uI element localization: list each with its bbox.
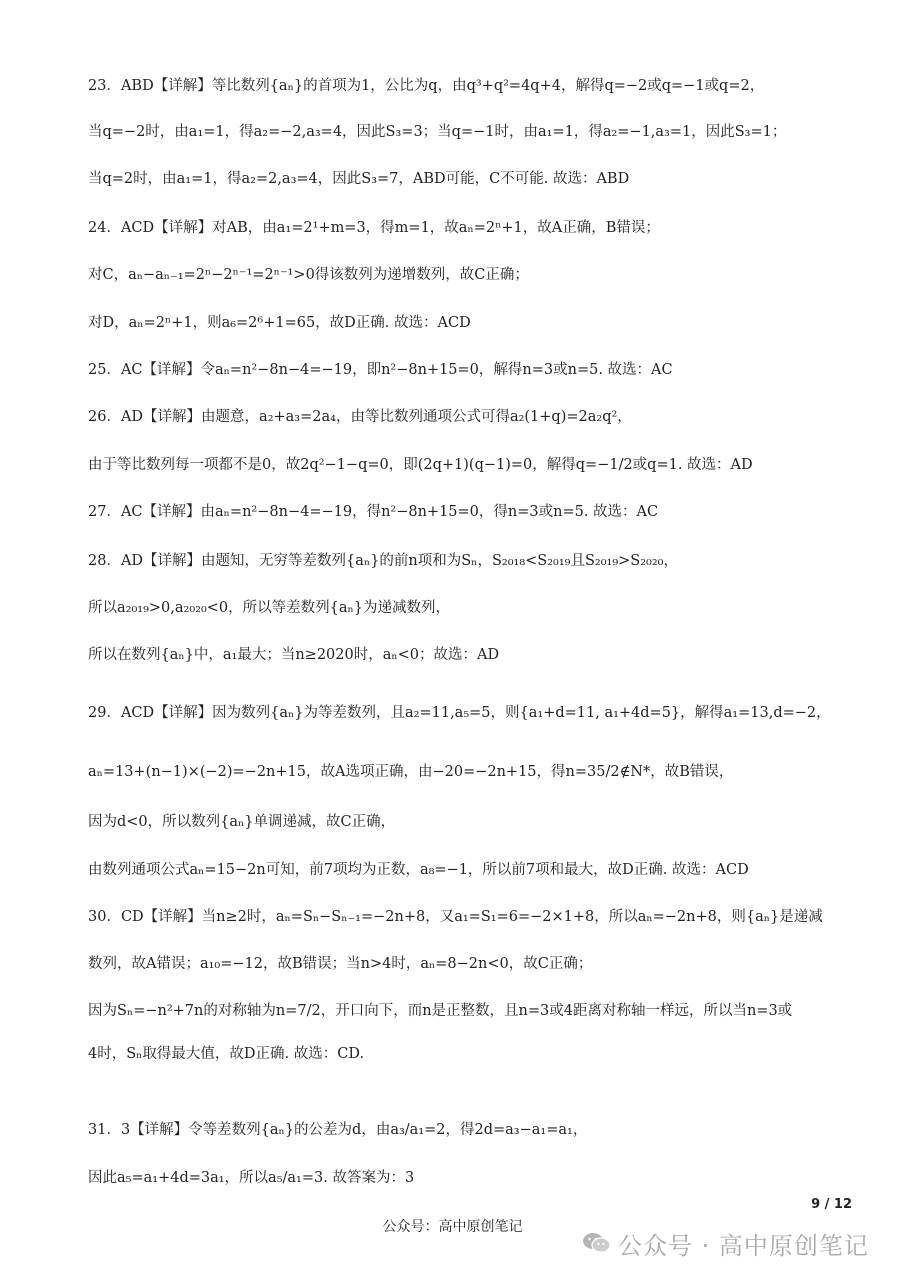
solution-26-line-2: 由于等比数列每一项都不是0，故2q²−1−q=0，即(2q+1)(q−1)=0，解得q=−1/2或q=1. 故选：AD bbox=[88, 457, 753, 473]
solution-23-line-1: 23．ABD【详解】等比数列{aₙ}的首项为1，公比为q，由q³+q²=4q+4，解得q=−2或q=−1或q=2， bbox=[88, 78, 765, 94]
solution-23-line-3: 当q=2时，由a₁=1，得a₂=2,a₃=4，因此S₃=7，ABD可能，C不可能. 故选：ABD bbox=[88, 171, 630, 187]
solution-30-line-4: 4时，Sₙ取得最大值，故D正确. 故选：CD. bbox=[88, 1046, 365, 1062]
solution-28-line-1: 28．AD【详解】由题知，无穷等差数列{aₙ}的前n项和为Sₙ，S₂₀₁₈<S₂₀₁₉且S₂₀₁₉>S₂₀₂₀， bbox=[88, 553, 678, 569]
solution-28-line-3: 所以在数列{aₙ}中，a₁最大；当n≥2020时，aₙ<0；故选：AD bbox=[88, 647, 500, 663]
solution-30-line-3: 因为Sₙ=−n²+7n的对称轴为n=7/2，开口向下，而n是正整数，且n=3或4距离对称轴一样远，所以当n=3或 bbox=[88, 1003, 793, 1019]
watermark bbox=[582, 1225, 869, 1261]
solution-28-line-2: 所以a₂₀₁₉>0,a₂₀₂₀<0，所以等差数列{aₙ}为递减数列， bbox=[88, 600, 451, 616]
solution-26-line-1: 26．AD【详解】由题意，a₂+a₃=2a₄，由等比数列通项公式可得a₂(1+q)=2a₂q²， bbox=[88, 409, 632, 425]
watermark-text: 公众号 · 高中原创笔记 bbox=[618, 1231, 869, 1260]
solution-24-line-1: 24．ACD【详解】对AB，由a₁=2¹+m=3，得m=1，故aₙ=2ⁿ+1，故A正确，B错误； bbox=[88, 220, 660, 236]
solution-27-line-1: 27．AC【详解】由aₙ=n²−8n−4=−19，得n²−8n+15=0，得n=3或n=5. 故选：AC bbox=[88, 504, 659, 520]
solution-29-line-2: aₙ=13+(n−1)×(−2)=−2n+15，故A选项正确，由−20=−2n+15，得n=35/2∉N*，故B错误， bbox=[88, 764, 734, 780]
solution-31-line-2: 因此a₅=a₁+4d=3a₁，所以a₅/a₁=3. 故答案为：3 bbox=[88, 1170, 415, 1186]
solution-24-line-2: 对C，aₙ−aₙ₋₁=2ⁿ−2ⁿ⁻¹=2ⁿ⁻¹>0得该数列为递增数列，故C正确； bbox=[88, 267, 529, 283]
solution-23-line-2: 当q=−2时，由a₁=1，得a₂=−2,a₃=4，因此S₃=3；当q=−1时，由a₁=1，得a₂=−1,a₃=1，因此S₃=1； bbox=[88, 124, 787, 140]
footer-text: 公众号：高中原创笔记 bbox=[382, 1219, 523, 1235]
page-number: 9 / 12 bbox=[811, 1197, 852, 1212]
solution-25-line-1: 25．AC【详解】令aₙ=n²−8n−4=−19，即n²−8n+15=0，解得n=3或n=5. 故选：AC bbox=[88, 362, 673, 378]
solution-29-line-3: 因为d<0，所以数列{aₙ}单调递减，故C正确， bbox=[88, 814, 396, 830]
solution-24-line-3: 对D，aₙ=2ⁿ+1，则a₆=2⁶+1=65，故D正确. 故选：ACD bbox=[88, 315, 471, 331]
solution-29-line-1: 29．ACD【详解】因为数列{aₙ}为等差数列，且a₂=11,a₅=5，则{a₁+d=11, a₁+4d=5}，解得a₁=13,d=−2， bbox=[88, 705, 831, 721]
solution-29-line-4: 由数列通项公式aₙ=15−2n可知，前7项均为正数，a₈=−1，所以前7项和最大，故D正确. 故选：ACD bbox=[88, 862, 749, 878]
solution-30-line-1: 30．CD【详解】当n≥2时，aₙ=Sₙ−Sₙ₋₁=−2n+8，又a₁=S₁=6=−2×1+8，所以aₙ=−2n+8，则{aₙ}是递减 bbox=[88, 909, 823, 925]
solution-31-line-1: 31．3【详解】令等差数列{aₙ}的公差为d，由a₃/a₁=2，得2d=a₃−a₁=a₁， bbox=[88, 1122, 588, 1138]
solution-30-line-2: 数列，故A错误；a₁₀=−12，故B错误；当n>4时，aₙ=8−2n<0，故C正确； bbox=[88, 956, 593, 972]
wechat-icon bbox=[582, 1231, 612, 1255]
